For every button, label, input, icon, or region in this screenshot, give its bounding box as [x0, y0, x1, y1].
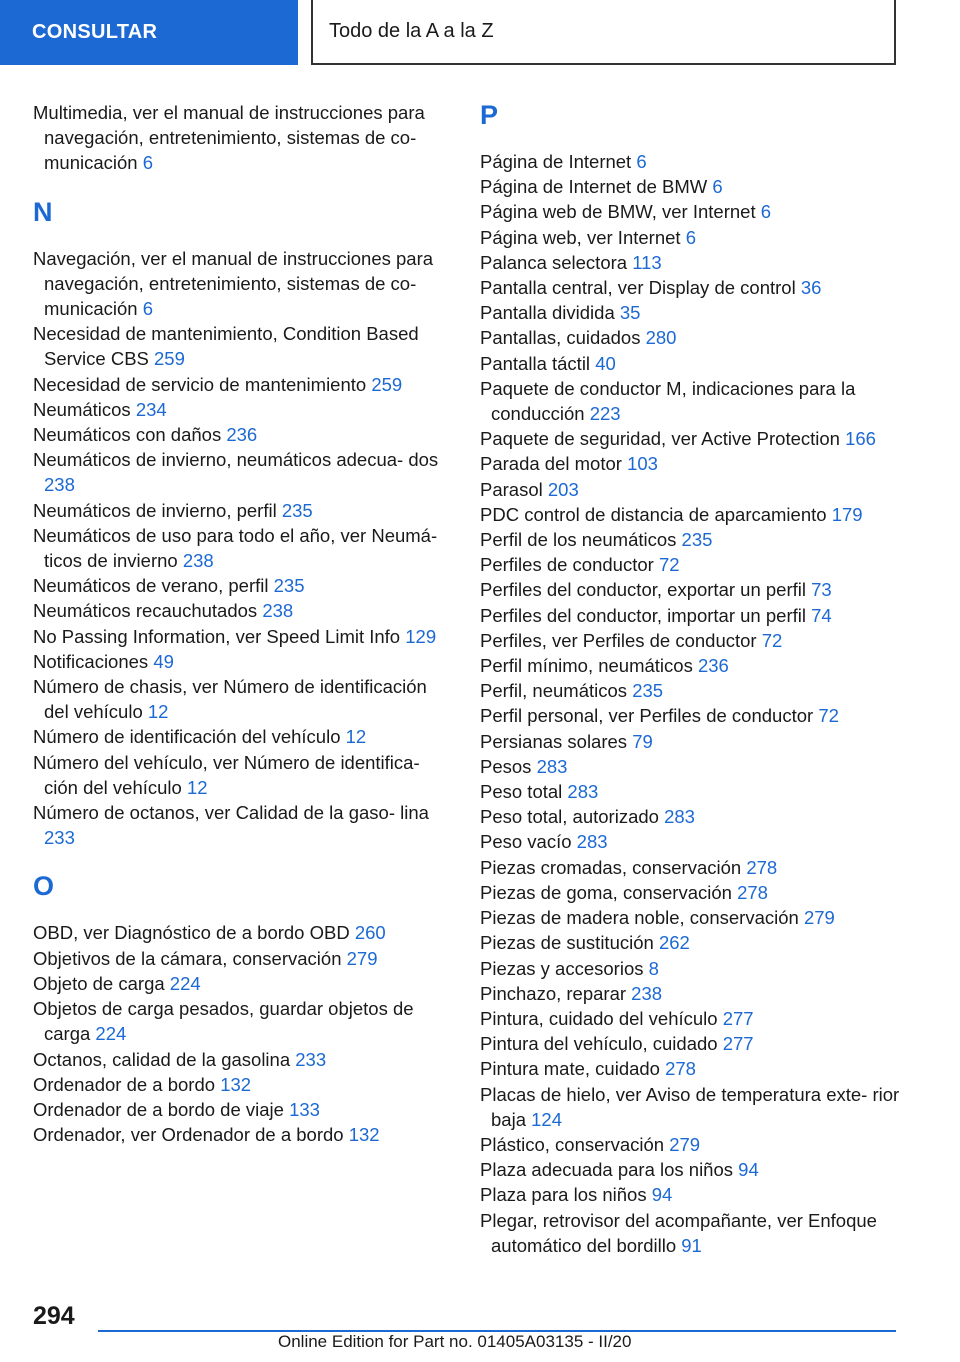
letter-heading-n: N — [33, 196, 53, 227]
index-entry — [480, 1182, 900, 1207]
page-link[interactable]: 132 — [348, 1124, 380, 1146]
index-entry — [480, 502, 900, 527]
entry-text: Necesidad de mantenimiento, Condition Based Service CBS — [33, 323, 419, 370]
page-link[interactable]: 72 — [818, 705, 839, 727]
page-link[interactable]: 278 — [746, 856, 778, 878]
entry-text: Peso total — [480, 781, 563, 803]
index-entry — [33, 321, 453, 371]
entry-text: Neumáticos — [33, 398, 131, 420]
entry-text: OBD, ver Diagnóstico de a bordo OBD — [33, 922, 350, 944]
entry-text: Ordenador de a bordo — [33, 1073, 216, 1095]
page-link[interactable]: 233 — [44, 827, 75, 849]
index-entry — [480, 275, 900, 300]
page-link[interactable]: 277 — [722, 1007, 754, 1029]
index-entry — [33, 1072, 453, 1097]
index-entry — [33, 724, 453, 749]
page-link[interactable]: 72 — [658, 554, 680, 576]
page-link[interactable]: 40 — [595, 352, 616, 374]
index-entry — [480, 804, 900, 829]
entry-text: Ordenador de a bordo de viaje — [33, 1098, 284, 1120]
entry-text: Neumáticos de invierno, neumáticos adecua‐ dos — [33, 449, 439, 471]
index-entry — [480, 376, 900, 426]
entry-text: Número de identificación del vehículo — [33, 726, 341, 748]
index-entry — [480, 1132, 900, 1157]
entry-text: Pintura, cuidado del vehículo — [480, 1007, 718, 1029]
entry-text: Navegación, ver el manual de instrucciones para navegación, entretenimiento, sistemas de co‐ municación — [33, 247, 434, 320]
letter-heading-o: O — [33, 871, 55, 902]
entry-text: PDC control de distancia de aparcamiento — [480, 503, 827, 525]
entry-text: Objetos de carga pesados, guardar objetos de carga — [33, 998, 414, 1045]
index-entry — [480, 981, 900, 1006]
entry-text: Multimedia, ver el manual de instrucciones para navegación, entretenimiento, sistemas de co‐ municación — [33, 102, 425, 174]
entry-text: Perfiles, ver Perfiles de conductor — [480, 629, 757, 651]
page-link[interactable]: 260 — [354, 922, 386, 944]
index-entry — [480, 477, 900, 502]
group-o — [33, 920, 453, 1147]
entry-text: Perfiles del conductor, importar un perfil — [480, 604, 806, 626]
entry-text: Octanos, calidad de la gasolina — [33, 1048, 291, 1070]
page-link[interactable]: 94 — [651, 1184, 673, 1206]
index-entry — [480, 250, 900, 275]
page-link[interactable]: 238 — [44, 474, 75, 496]
entry-text: Pinchazo, reparar — [480, 982, 627, 1004]
index-entry — [480, 325, 900, 350]
page-link[interactable]: 73 — [811, 579, 832, 601]
index-entry — [480, 1056, 900, 1081]
page-link[interactable]: 203 — [547, 478, 579, 500]
page-link[interactable]: 8 — [648, 957, 659, 979]
entry-text: Plaza adecuada para los niños — [480, 1159, 734, 1181]
index-entry — [33, 372, 453, 397]
index-entry — [480, 703, 900, 728]
page-link[interactable]: 277 — [722, 1033, 754, 1055]
entry-text: Parasol — [480, 478, 543, 500]
page-link[interactable]: 6 — [712, 176, 723, 198]
index-entry — [33, 397, 453, 422]
edition-note: Online Edition for Part no. 01405A03135 - II/20 — [278, 1332, 632, 1351]
page-link[interactable]: 238 — [262, 600, 294, 622]
page-link[interactable]: 103 — [627, 453, 658, 475]
entry-text: Pintura mate, cuidado — [480, 1058, 660, 1080]
page-link[interactable]: 235 — [681, 529, 713, 551]
index-entry — [33, 422, 453, 447]
index-entry — [33, 920, 453, 945]
index-entry — [480, 149, 900, 174]
entry-text: Piezas cromadas, conservación — [480, 856, 742, 878]
page-link[interactable]: 72 — [761, 629, 783, 651]
entry-text: Piezas de madera noble, conservación — [480, 907, 799, 929]
entry-text: Perfil, neumáticos — [480, 680, 628, 702]
page-link[interactable]: 224 — [95, 1023, 127, 1045]
entry-text: Pantallas, cuidados — [480, 327, 641, 349]
entry-text: Número del vehículo, ver Número de identifica‐ ción del vehículo — [33, 751, 420, 798]
entry-text: Perfiles del conductor, exportar un perfil — [480, 579, 806, 601]
entry-text: Número de chasis, ver Número de identificación del vehículo — [33, 676, 427, 723]
page-link[interactable]: 35 — [619, 302, 641, 324]
page-link[interactable]: 235 — [632, 680, 664, 702]
page-link[interactable]: 124 — [531, 1108, 562, 1130]
index-column-right — [480, 100, 900, 1258]
group-pre — [33, 100, 453, 176]
entry-text: Piezas de goma, conservación — [480, 881, 732, 903]
index-entry — [480, 552, 900, 577]
page-link[interactable]: 283 — [576, 831, 608, 853]
page-link[interactable]: 278 — [665, 1058, 696, 1080]
index-entry — [33, 971, 453, 996]
entry-text: Pantalla dividida — [480, 302, 615, 324]
section-label: CONSULTAR — [32, 21, 158, 43]
page-link[interactable]: 49 — [153, 650, 174, 672]
page-link[interactable]: 283 — [664, 806, 695, 828]
letter-heading-p: P — [480, 100, 499, 130]
page-link[interactable]: 79 — [632, 730, 653, 752]
entry-text: Objetivos de la cámara, conservación — [33, 947, 342, 969]
index-entry — [480, 351, 900, 376]
entry-text: Perfiles de conductor — [480, 554, 654, 576]
entry-text: Neumáticos de uso para todo el año, ver Neumá‐ ticos de invierno — [33, 524, 438, 572]
index-entry — [480, 754, 900, 779]
entry-text: Palanca selectora — [480, 251, 628, 273]
entry-text: Piezas y accesorios — [480, 957, 644, 979]
page-link[interactable]: 279 — [669, 1133, 701, 1155]
page-link[interactable]: 280 — [645, 327, 677, 349]
page-link[interactable]: 279 — [803, 907, 835, 929]
entry-text: Neumáticos con daños — [33, 424, 222, 446]
entry-text: Página de Internet de BMW — [480, 176, 708, 198]
page-link[interactable]: 166 — [845, 428, 876, 450]
entry-text: Necesidad de servicio de mantenimiento — [33, 373, 367, 395]
index-entry — [480, 880, 900, 905]
page-link[interactable]: 234 — [135, 398, 167, 420]
page-link[interactable]: 6 — [636, 151, 647, 172]
index-entry — [33, 1097, 453, 1122]
index-entry — [480, 1031, 900, 1056]
index-entry — [480, 930, 900, 955]
page-link[interactable]: 259 — [154, 348, 185, 370]
index-entry — [480, 174, 900, 199]
index-entry — [480, 729, 900, 754]
entry-text: Neumáticos recauchutados — [33, 600, 258, 622]
group-n — [33, 246, 453, 851]
index-entry — [33, 624, 453, 649]
index-entry — [33, 1047, 453, 1072]
page-link[interactable]: 6 — [142, 298, 154, 320]
index-entry — [480, 1157, 900, 1182]
index-entry — [480, 225, 900, 250]
section-tab[interactable] — [0, 0, 298, 65]
index-entry — [480, 1208, 900, 1258]
page-number: 294 — [33, 1302, 75, 1330]
page-link[interactable]: 236 — [697, 655, 729, 677]
index-entry — [480, 199, 900, 224]
page-link[interactable]: 238 — [182, 550, 214, 572]
entry-text: Perfil mínimo, neumáticos — [480, 655, 693, 677]
index-entry — [33, 800, 453, 850]
entry-text: Peso vacío — [480, 831, 572, 853]
index-entry — [33, 100, 453, 176]
entry-text: Página de Internet — [480, 151, 632, 172]
entry-text: Perfil de los neumáticos — [480, 529, 677, 551]
entry-text: Parada del motor — [480, 453, 622, 475]
page-link[interactable]: 235 — [281, 499, 313, 521]
index-entry — [480, 300, 900, 325]
index-entry — [480, 779, 900, 804]
group-p — [480, 149, 900, 1258]
entry-text: Paquete de conductor M, indicaciones para la conducción — [480, 377, 856, 425]
index-entry — [480, 451, 900, 476]
index-entry — [33, 573, 453, 598]
entry-text: Pantalla táctil — [480, 352, 591, 374]
page-link[interactable]: 233 — [295, 1048, 327, 1070]
index-entry — [33, 649, 453, 674]
page-link[interactable]: 283 — [567, 781, 599, 803]
page-link[interactable]: 129 — [405, 625, 437, 647]
index-entry — [480, 527, 900, 552]
entry-text: Paquete de seguridad, ver Active Protection — [480, 428, 840, 450]
entry-text: Objeto de carga — [33, 972, 165, 994]
index-entry — [480, 628, 900, 653]
index-entry — [480, 829, 900, 854]
index-entry — [480, 426, 900, 451]
entry-text: Plegar, retrovisor del acompañante, ver Enfoque automático del bordillo — [480, 1209, 877, 1256]
page-link[interactable]: 223 — [589, 403, 621, 425]
index-entry — [33, 1122, 453, 1147]
index-entry — [33, 674, 453, 724]
page-link[interactable]: 12 — [345, 726, 367, 748]
page-link[interactable]: 6 — [760, 201, 772, 223]
index-entry — [480, 678, 900, 703]
entry-text: Placas de hielo, ver Aviso de temperatura exte‐ rior baja — [480, 1083, 900, 1130]
page-link[interactable]: 259 — [371, 373, 403, 395]
entry-text: Pintura del vehículo, cuidado — [480, 1033, 718, 1055]
page-link[interactable]: 224 — [169, 972, 201, 994]
index-entry — [33, 246, 453, 322]
entry-text: Pantalla central, ver Display de control — [480, 277, 796, 299]
page-link[interactable]: 236 — [226, 424, 258, 446]
index-entry — [33, 598, 453, 623]
index-entry — [480, 1082, 900, 1132]
page-link[interactable]: 278 — [737, 881, 768, 903]
index-entry — [480, 603, 900, 628]
chapter-title — [311, 0, 896, 65]
entry-text: Notificaciones — [33, 650, 149, 672]
chapter-title-text: Todo de la A a la Z — [329, 20, 494, 42]
index-entry — [33, 996, 453, 1046]
index-entry — [33, 498, 453, 523]
page-link[interactable]: 279 — [346, 947, 378, 969]
page-link[interactable]: 132 — [220, 1073, 252, 1095]
page-link[interactable]: 6 — [685, 226, 696, 248]
entry-text: Neumáticos de verano, perfil — [33, 575, 269, 597]
index-entry — [33, 946, 453, 971]
page-link[interactable]: 179 — [831, 503, 863, 525]
entry-text: Número de octanos, ver Calidad de la gaso‐ lina — [33, 802, 429, 824]
index-entry — [480, 905, 900, 930]
entry-text: Ordenador, ver Ordenador de a bordo — [33, 1124, 344, 1146]
index-entry — [33, 523, 453, 573]
entry-text: Página web de BMW, ver Internet — [480, 201, 756, 223]
index-entry — [480, 1006, 900, 1031]
entry-text: Neumáticos de invierno, perfil — [33, 499, 277, 521]
page-link[interactable]: 235 — [273, 575, 305, 597]
page-link[interactable]: 12 — [147, 701, 169, 723]
page-link[interactable]: 74 — [811, 604, 832, 626]
entry-text: Piezas de sustitución — [480, 932, 654, 954]
page-link[interactable]: 6 — [142, 152, 154, 174]
entry-text: Plástico, conservación — [480, 1133, 665, 1155]
entry-text: Perfil personal, ver Perfiles de conductor — [480, 705, 814, 727]
page-link[interactable]: 283 — [536, 755, 568, 777]
index-entry — [480, 653, 900, 678]
page-link[interactable]: 113 — [632, 251, 662, 273]
index-entry — [480, 577, 900, 602]
page-link[interactable]: 12 — [186, 776, 208, 798]
index-entry — [480, 956, 900, 981]
page-link[interactable]: 36 — [800, 277, 822, 299]
index-column-left — [33, 100, 453, 1147]
page-link[interactable]: 262 — [658, 932, 690, 954]
index-entry — [480, 855, 900, 880]
page-header — [0, 0, 960, 66]
entry-text: Peso total, autorizado — [480, 806, 659, 828]
entry-text: Pesos — [480, 755, 532, 777]
entry-text: No Passing Information, ver Speed Limit Info — [33, 625, 401, 647]
index-entry — [33, 750, 453, 800]
entry-text: Plaza para los niños — [480, 1184, 647, 1206]
entry-text: Página web, ver Internet — [480, 226, 681, 248]
entry-text: Persianas solares — [480, 730, 628, 752]
index-entry — [33, 447, 453, 497]
page-link[interactable]: 91 — [681, 1234, 702, 1256]
page-link[interactable]: 94 — [738, 1159, 759, 1181]
page-link[interactable]: 238 — [631, 982, 663, 1004]
page-link[interactable]: 133 — [289, 1098, 320, 1120]
